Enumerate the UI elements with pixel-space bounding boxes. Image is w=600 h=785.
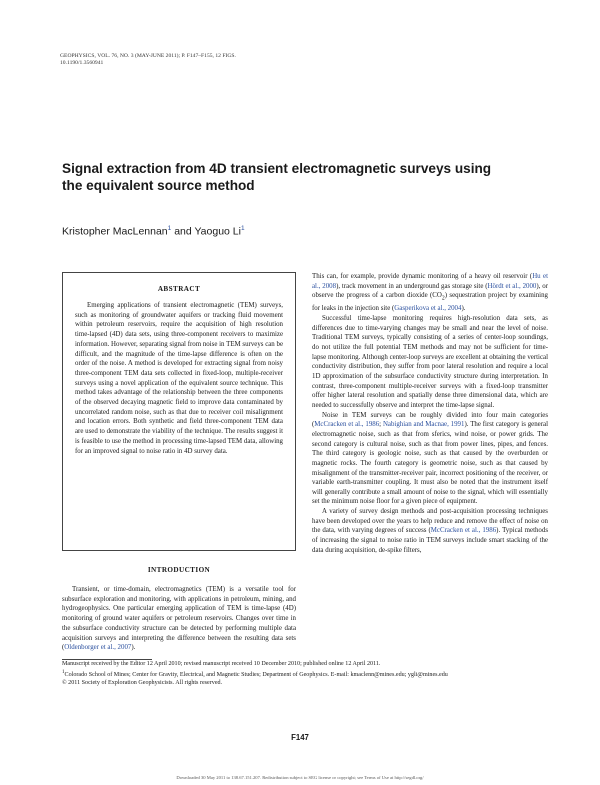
affiliation-marker[interactable]: 1 bbox=[167, 225, 172, 232]
body-text: A variety of survey design methods and post-acquisition processing techniques have been developed over the years to help reduce and remove the effect of noise on the data, with varying degrees of success ( bbox=[312, 508, 548, 535]
abstract-text: Emerging applications of transient electromagnetic (TEM) surveys, such as monitoring of groundwater aquifers or tracking fluid movement within petroleum reservoirs, require the acquisition of high resolution time-lapsed (4D) data sets, using three-component receivers to maximize information. However, separating signal from noise in TEM surveys can be difficult, and the magnitude of the time-lapse difference is often on the order of the noise. A method is developed for extracting signal from noisy three-component TEM data sets collected in fixed-loop, multiple-receiver surveys using a novel application of the equivalent source technique. This method takes advantage of the relationship between the three components of the observed decaying magnetic field to improve data contaminated by uncorrelated random noise, such as that due to receiver coil misalignment and location errors. Both synthetic and field three-component TEM data are used to demonstrate the viability of the technique. The results suggest it is feasible to use the method in processing time-lapsed TEM data, allowing for an improved signal to noise ratio in 4D survey data. bbox=[75, 302, 283, 455]
citation-link[interactable]: Oldenborger et al., 2007 bbox=[64, 644, 132, 652]
body-text: ). bbox=[461, 305, 466, 313]
body-paragraph bbox=[312, 411, 548, 508]
citation-link[interactable]: Hördt et al., 2000 bbox=[487, 282, 537, 290]
body-text: Transient, or time-domain, electromagnetics (TEM) is a versatile tool for subsurface exploration and monitoring, with applications in petroleum, mining, and hydrogeophysics. One particular emerging application of TEM is time-lapse (4D) monitoring of ground water aquifers or petroleum reservoirs. Changes over time in the subsurface conductivity structure can be detected by performing multiple data acquisition surveys and interpreting the difference between the resulting data sets ( bbox=[62, 586, 296, 652]
abstract-heading: ABSTRACT bbox=[157, 285, 201, 293]
body-text: ). The first category is general electromagnetic noise, such as that from sferics, wind noise, or power grids. The second category is cultural noise, such as that from power lines, pipes, and fences. The third category is geologic noise, such as that caused by the overburden or magnetic rocks. The fourth category is geometric noise, such as that caused by misalignment of the transmitter-receiver pair, incorrect positioning of the receiver, or variable earth-transmitter coupling. It must also be noted that the instrument itself will generally contribute a small amount of noise to the signal, which will essentially set the minimum noise floor for a given piece of equipment. bbox=[312, 421, 548, 506]
body-paragraph: Successful time-lapse monitoring requires high-resolution data sets, as differences due to time-varying changes may be small and near the level of noise. Traditional TEM surveys, typically consisting of a series of center-loop soundings, do not utilize the full potential TEM methods and may not be sufficient for time-lapse monitoring. Although center-loop surveys are excellent at obtaining the vertical conductivity distribution, they suffer from poor lateral resolution and require a local 1D approximation of the subsurface conductivity structure during interpretation. In contrast, three-component multiple-receiver surveys with a fixed-loop transmitter offer higher lateral resolution and spatially dense three dimensional data, which are needed to successfully observe and interpret the time-lapse signal. bbox=[312, 315, 548, 409]
manuscript-dates: Manuscript received by the Editor 12 April 2010; revised manuscript received 10 December 2010; published online 12 April 2011. bbox=[62, 661, 381, 667]
download-notice: Downloaded 30 May 2011 to 138.67.151.207. Redistribution subject to SEG license or copyright; see Terms of Use at http://segdl.org/ bbox=[176, 775, 424, 780]
author-name: Yaoguo Li bbox=[194, 225, 241, 238]
citation-link[interactable]: Gasperikova et al., 2004 bbox=[394, 305, 462, 313]
body-text: ). bbox=[131, 644, 136, 652]
body-text: ), or observe the progress of a carbon dioxide (CO bbox=[312, 282, 548, 300]
body-text: This can, for example, provide dynamic monitoring of a heavy oil reservoir ( bbox=[312, 273, 533, 280]
body-text: ) sequestration project by examining for leaks in the injection site ( bbox=[312, 292, 548, 313]
body-paragraph bbox=[312, 507, 548, 555]
footnote-divider bbox=[62, 659, 152, 660]
affiliation-text: Colorado School of Mines; Center for Gravity, Electrical, and Magnetic Studies; Department of Geophysics. E-mail: kmaclenn@mines.edu; ygli@mines.edu bbox=[64, 671, 448, 678]
author-separator: and bbox=[171, 225, 195, 238]
citation-link[interactable]: Hu et al., 2008 bbox=[312, 273, 549, 290]
abstract-box bbox=[62, 272, 296, 551]
author-name: Kristopher MacLennan bbox=[62, 225, 168, 238]
journal-header bbox=[60, 53, 360, 67]
citation-link[interactable]: McCracken et al., 1986 bbox=[314, 421, 380, 429]
citation-link[interactable]: McCracken et al., 1986 bbox=[430, 527, 497, 535]
paper-title: Signal extraction from 4D transient electromagnetic surveys using the equivalent source method bbox=[62, 161, 492, 193]
body-text: ). Typical methods of increasing the signal to noise ratio in TEM surveys include smart stacking of the data during acquisition, de-spike filters, bbox=[312, 527, 548, 554]
citation-link[interactable]: Nabighian and Macnae, 1991 bbox=[382, 421, 465, 429]
subscript: 2 bbox=[441, 295, 445, 302]
journal-doi: 10.1190/1.3560941 bbox=[60, 60, 104, 66]
body-paragraph bbox=[312, 272, 548, 314]
introduction-heading: INTRODUCTION bbox=[147, 566, 211, 574]
affiliation-marker: 1 bbox=[62, 668, 65, 675]
right-column bbox=[312, 272, 548, 555]
body-text: ), track movement in an underground gas storage site ( bbox=[336, 282, 488, 290]
body-text: Noise in TEM surveys can be roughly divided into four main categories ( bbox=[312, 411, 548, 429]
page-number: F147 bbox=[291, 733, 309, 742]
footnotes bbox=[62, 661, 548, 687]
introduction-paragraph bbox=[62, 585, 296, 653]
affiliation-note bbox=[62, 669, 548, 680]
affiliation-marker[interactable]: 1 bbox=[240, 225, 245, 232]
copyright-notice: © 2011 Society of Exploration Geophysicists. All rights reserved. bbox=[62, 679, 223, 686]
journal-citation: GEOPHYSICS, VOL. 76, NO. 3 (MAY-JUNE 2011); P. F147–F155, 12 FIGS. bbox=[60, 53, 236, 59]
body-text: ; bbox=[379, 421, 383, 429]
author-line bbox=[62, 225, 245, 238]
